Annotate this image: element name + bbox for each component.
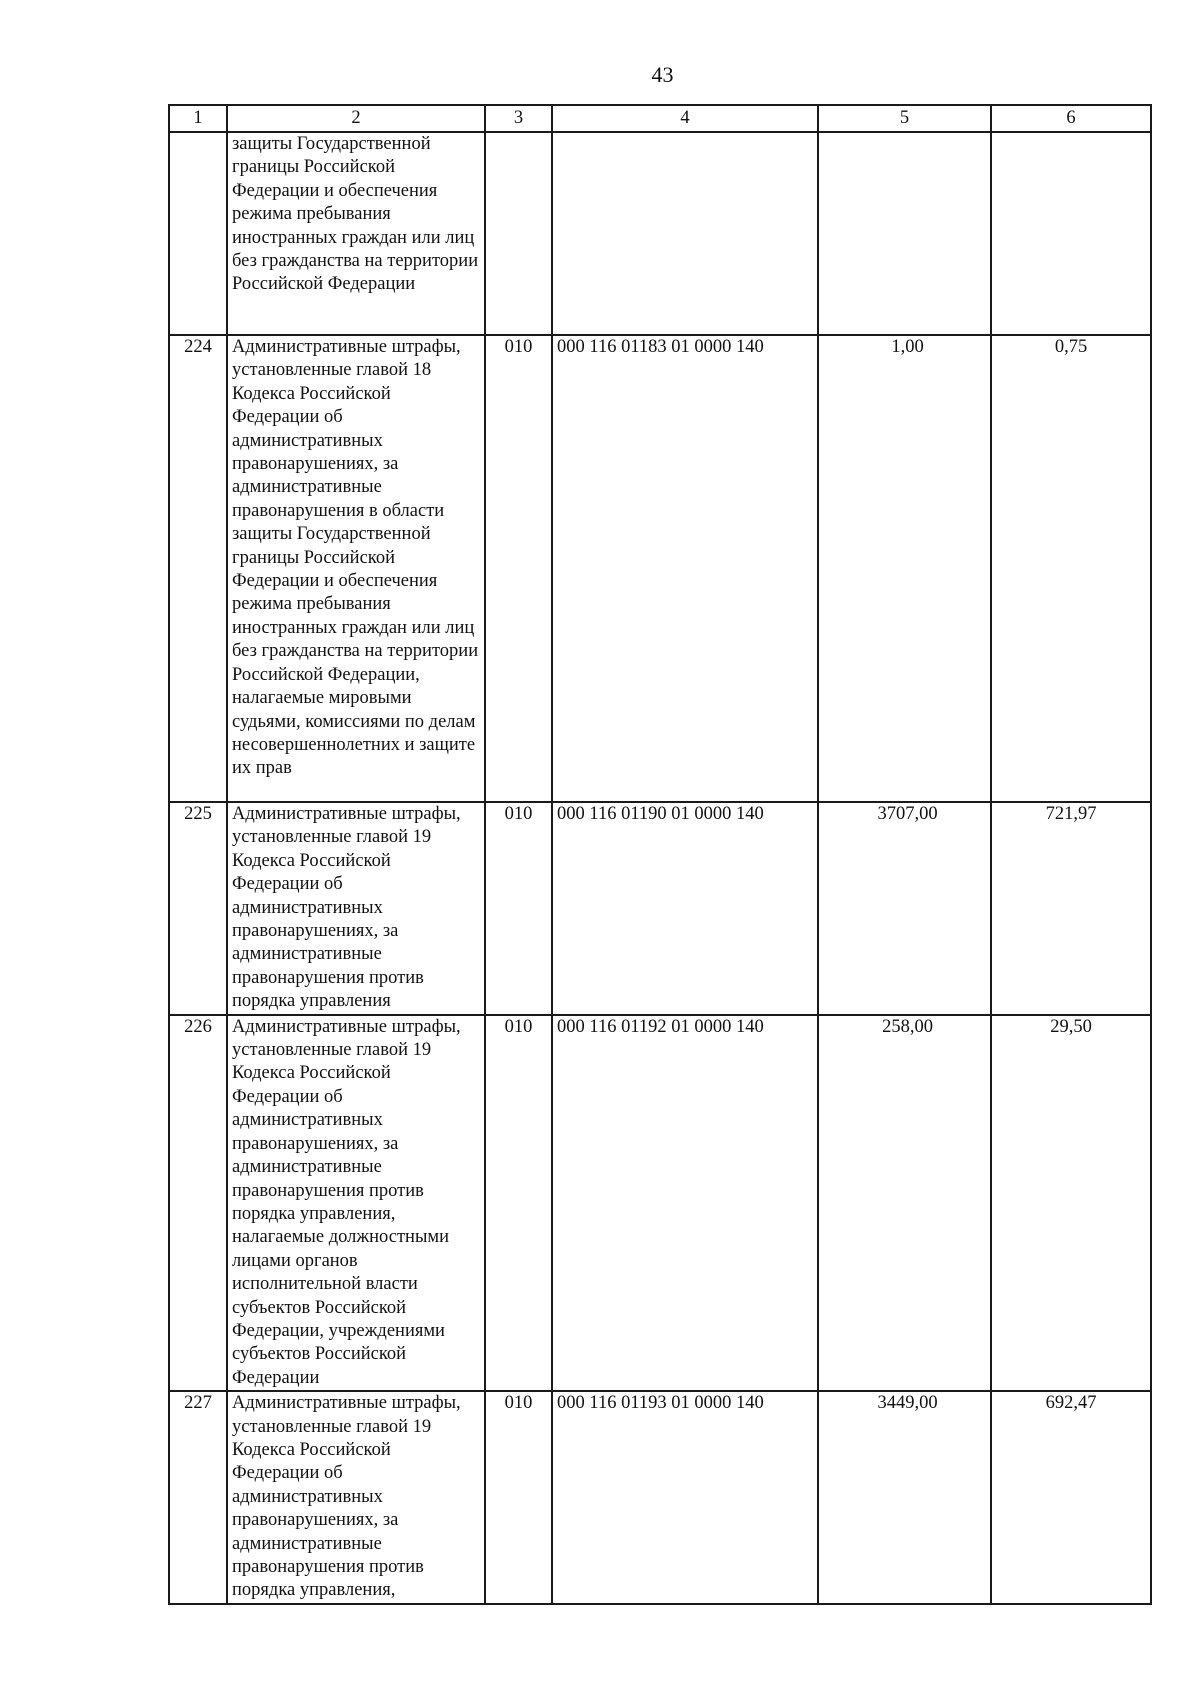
page-number: 43: [651, 62, 674, 87]
row-admin-code: 010: [485, 802, 552, 1015]
row-number: 227: [169, 1391, 227, 1604]
row-planned-amount: [818, 335, 991, 802]
row-executed-value: 0,75: [1054, 337, 1088, 357]
row-number: [169, 132, 227, 335]
row-planned-amount: [818, 1015, 991, 1392]
row-planned-value: 3707,00: [877, 804, 938, 824]
row-planned-amount: [818, 1391, 991, 1604]
header-row: [169, 105, 1151, 132]
row-executed-value: 721,97: [1045, 804, 1097, 824]
row-executed-amount: [991, 335, 1151, 802]
row-executed-amount: [991, 132, 1151, 335]
row-planned-amount: [818, 802, 991, 1015]
row-number: 225: [169, 802, 227, 1015]
row-number: 224: [169, 335, 227, 802]
table-row: [169, 1015, 1151, 1392]
row-admin-code: [485, 132, 552, 335]
budget-table: [168, 104, 1152, 1605]
row-executed-value: 29,50: [1050, 1016, 1092, 1037]
table-body: [169, 132, 1151, 1604]
header-col-1: 1: [169, 105, 227, 132]
row-executed-amount: [991, 802, 1151, 1015]
row-income-code: 000 116 01193 01 0000 140: [552, 1391, 818, 1604]
row-executed-amount: [991, 1391, 1151, 1604]
header-col-5: 5: [818, 105, 991, 132]
table-row: [169, 802, 1151, 1015]
row-admin-code: 010: [485, 1391, 552, 1604]
row-description: защиты Государственной границы Российской Федерации и обеспечения режима пребывания иностранных граждан или лиц без гражданства на территории Российской Федерации: [227, 132, 485, 335]
row-description: Административные штрафы, установленные главой 19 Кодекса Российской Федерации об административных правонарушениях, за административные правонарушения против порядка управления,: [227, 1391, 485, 1604]
row-income-code: 000 116 01183 01 0000 140: [552, 335, 818, 802]
table-header: [169, 105, 1151, 132]
header-col-6: 6: [991, 105, 1151, 132]
row-admin-code: 010: [485, 1015, 552, 1392]
row-planned-value: 1,00: [891, 337, 924, 357]
row-admin-code: 010: [485, 335, 552, 802]
header-col-3: 3: [485, 105, 552, 132]
row-executed-amount: [991, 1015, 1151, 1392]
header-col-2: 2: [227, 105, 485, 132]
row-planned-amount: [818, 132, 991, 335]
row-description: Административные штрафы, установленные главой 18 Кодекса Российской Федерации об административных правонарушениях, за административные правонарушения в области защиты Государственной границы Российской Федерации и обеспечения режима пребывания иностранных граждан или лиц без гражданства на территории Российской Федерации, налагаемые мировыми судьями, комиссиями по делам несовершеннолетних и защите их прав: [227, 335, 485, 802]
row-income-code: [552, 132, 818, 335]
row-income-code: 000 116 01192 01 0000 140: [552, 1015, 818, 1392]
table-row: [169, 1391, 1151, 1604]
row-planned-value: 258,00: [882, 1016, 933, 1037]
header-col-4: 4: [552, 105, 818, 132]
row-executed-value: 692,47: [1045, 1393, 1097, 1414]
row-planned-value: 3449,00: [877, 1393, 938, 1414]
row-income-code: 000 116 01190 01 0000 140: [552, 802, 818, 1015]
table-row: [169, 335, 1151, 802]
row-number: 226: [169, 1015, 227, 1392]
row-description: Административные штрафы, установленные главой 19 Кодекса Российской Федерации об административных правонарушениях, за административные правонарушения против порядка управления, налагаемые должностными лицами органов исполнительной власти субъектов Российской Федерации, учреждениями субъектов Российской Федерации: [227, 1015, 485, 1392]
table-row: [169, 132, 1151, 335]
row-description: Административные штрафы, установленные главой 19 Кодекса Российской Федерации об административных правонарушениях, за административные правонарушения против порядка управления: [227, 802, 485, 1015]
